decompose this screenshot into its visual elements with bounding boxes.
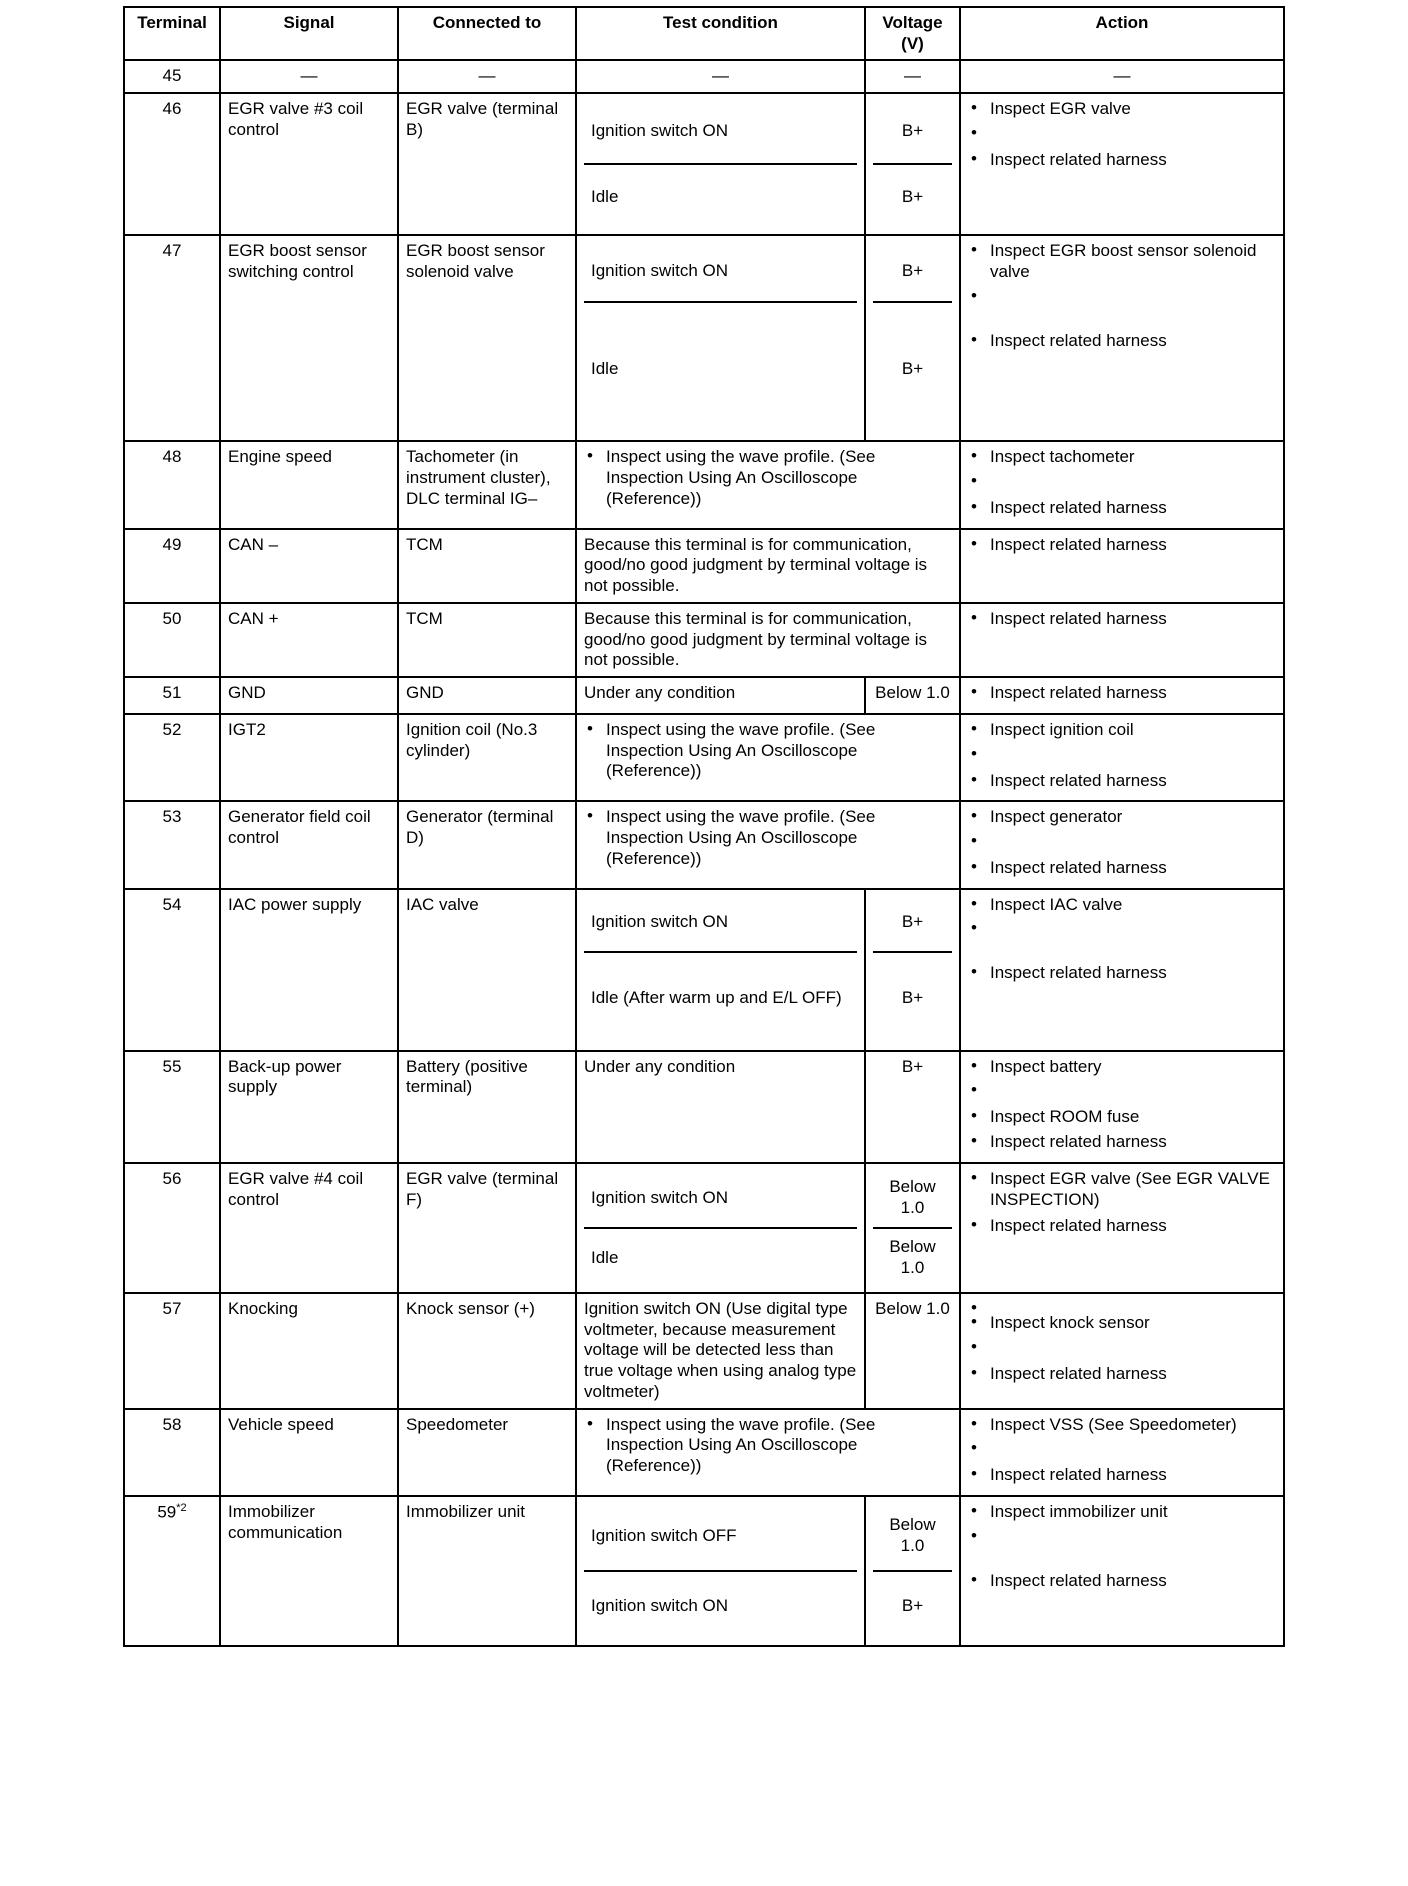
cell-test-condition: Idle — [591, 358, 619, 378]
action-item: • Inspect related harness — [968, 1465, 1276, 1486]
action-item: • Inspect related harness — [968, 1364, 1276, 1385]
cell-action — [960, 93, 1284, 235]
cell-voltage: B+ — [901, 988, 924, 1008]
action-item: • Inspect ROOM fuse — [968, 1107, 1276, 1128]
cell-test-condition: Under any condition — [576, 1051, 865, 1163]
cell-signal: Back-up power supply — [220, 1051, 398, 1163]
cell-test-condition: Idle — [591, 1247, 619, 1267]
action-item: • Inspect battery — [968, 1057, 1276, 1078]
cell-connected-to: TCM — [398, 529, 576, 603]
table-row — [124, 235, 1284, 441]
cell-action — [960, 529, 1284, 603]
action-item: • Inspect ignition coil — [968, 720, 1276, 741]
cell-test-condition — [576, 441, 960, 528]
table-row — [124, 93, 1284, 235]
action-item: • Inspect related harness — [968, 963, 1276, 984]
cell-voltage: Below 1.0 — [873, 1502, 952, 1571]
cell-connected-to: IAC valve — [398, 889, 576, 1051]
cell-terminal: 48 — [124, 441, 220, 528]
cell-voltage: Below 1.0 — [889, 1237, 936, 1277]
cell-connected-to: Generator (terminal D) — [398, 801, 576, 888]
action-item: • Inspect tachometer — [968, 447, 1276, 468]
action-spacer — [968, 745, 1276, 767]
table-header — [124, 7, 1284, 60]
table-row — [124, 603, 1284, 677]
action-spacer — [968, 472, 1276, 494]
action-item: • Inspect IAC valve — [968, 895, 1276, 916]
cell-connected-to: TCM — [398, 603, 576, 677]
action-item: • Inspect related harness — [968, 1571, 1276, 1592]
action-item: • Inspect VSS (See Speedometer) — [968, 1415, 1276, 1436]
test-condition-item: • Inspect using the wave profile. (See Inspection Using An Oscilloscope (Reference)) — [584, 720, 952, 782]
cell-test-condition-group — [576, 1163, 865, 1293]
table-row — [124, 889, 1284, 1051]
cell-connected-to: GND — [398, 677, 576, 714]
cell-signal: EGR boost sensor switching control — [220, 235, 398, 441]
cell-terminal: 56 — [124, 1163, 220, 1293]
cell-connected-to: Battery (positive terminal) — [398, 1051, 576, 1163]
cell-connected-to: Tachometer (in instrument cluster), DLC terminal IG– — [398, 441, 576, 528]
cell-terminal: 45 — [124, 60, 220, 93]
cell-test-condition: Ignition switch ON — [591, 1595, 728, 1615]
action-item: • Inspect related harness — [968, 331, 1276, 352]
action-spacer — [968, 1299, 1276, 1309]
cell-action — [960, 1409, 1284, 1496]
action-item: • Inspect related harness — [968, 1216, 1276, 1237]
cell-voltage-group — [865, 889, 960, 1051]
cell-test-condition: Ignition switch OFF — [584, 1502, 857, 1571]
header-row — [124, 7, 1284, 60]
cell-voltage-group — [865, 1163, 960, 1293]
cell-voltage: Below 1.0 — [865, 677, 960, 714]
cell-test-condition: Ignition switch ON — [584, 241, 857, 302]
cell-action — [960, 235, 1284, 441]
cell-test-condition — [576, 801, 960, 888]
action-spacer — [968, 287, 1276, 327]
action-spacer — [968, 919, 1276, 959]
table-row — [124, 801, 1284, 888]
action-spacer — [968, 124, 1276, 146]
table-row — [124, 677, 1284, 714]
cell-action — [960, 603, 1284, 677]
cell-test-condition: Ignition switch ON — [584, 895, 857, 952]
test-condition-item: • Inspect using the wave profile. (See Inspection Using An Oscilloscope (Reference)) — [584, 807, 952, 869]
cell-voltage: B+ — [873, 99, 952, 164]
cell-test-condition: Idle (After warm up and E/L OFF) — [591, 988, 842, 1008]
cell-voltage: B+ — [873, 241, 952, 302]
cell-signal: Engine speed — [220, 441, 398, 528]
cell-terminal: 46 — [124, 93, 220, 235]
cell-voltage: Below 1.0 — [873, 1169, 952, 1228]
cell-voltage: B+ — [901, 186, 924, 206]
cell-signal: IGT2 — [220, 714, 398, 801]
cell-signal: Generator field coil control — [220, 801, 398, 888]
table-row — [124, 441, 1284, 528]
cell-terminal: 55 — [124, 1051, 220, 1163]
cell-signal: EGR valve #4 coil control — [220, 1163, 398, 1293]
action-item: • Inspect knock sensor — [968, 1313, 1276, 1334]
cell-voltage-group — [865, 235, 960, 441]
cell-signal: EGR valve #3 coil control — [220, 93, 398, 235]
terminal-voltage-table — [123, 6, 1285, 1647]
cell-voltage: B+ — [901, 358, 924, 378]
action-item: • Inspect related harness — [968, 858, 1276, 879]
cell-test-condition: Ignition switch ON — [584, 1169, 857, 1228]
cell-test-condition: Ignition switch ON — [584, 99, 857, 164]
terminal-number: 59 — [157, 1502, 177, 1522]
action-spacer — [968, 1081, 1276, 1103]
cell-voltage: B+ — [901, 1595, 924, 1615]
cell-signal: CAN + — [220, 603, 398, 677]
header-voltage — [865, 7, 960, 60]
table-row — [124, 1051, 1284, 1163]
cell-voltage: Below 1.0 — [865, 1293, 960, 1409]
action-item: • Inspect related harness — [968, 535, 1276, 556]
cell-action — [960, 677, 1284, 714]
test-condition-item: • Inspect using the wave profile. (See Inspection Using An Oscilloscope (Reference)) — [584, 1415, 952, 1477]
cell-test-condition: Because this terminal is for communication, good/no good judgment by terminal voltage is not possible. — [576, 529, 960, 603]
action-item: • Inspect related harness — [968, 1132, 1276, 1153]
cell-action — [960, 1496, 1284, 1646]
cell-voltage: — — [865, 60, 960, 93]
cell-terminal: 52 — [124, 714, 220, 801]
cell-test-condition-group — [576, 93, 865, 235]
cell-test-condition-group — [576, 889, 865, 1051]
table-row — [124, 1163, 1284, 1293]
table-row — [124, 1496, 1284, 1646]
action-item: • Inspect related harness — [968, 771, 1276, 792]
cell-voltage-group — [865, 1496, 960, 1646]
cell-test-condition: Under any condition — [576, 677, 865, 714]
cell-signal: Knocking — [220, 1293, 398, 1409]
action-item: • Inspect generator — [968, 807, 1276, 828]
cell-test-condition: — — [576, 60, 865, 93]
cell-signal: CAN – — [220, 529, 398, 603]
cell-test-condition-group — [576, 235, 865, 441]
action-spacer — [968, 1527, 1276, 1567]
cell-terminal: 53 — [124, 801, 220, 888]
cell-terminal: 49 — [124, 529, 220, 603]
cell-connected-to: EGR valve (terminal B) — [398, 93, 576, 235]
action-item: • Inspect immobilizer unit — [968, 1502, 1276, 1523]
cell-test-condition — [576, 714, 960, 801]
cell-terminal: 54 — [124, 889, 220, 1051]
action-item: • Inspect related harness — [968, 683, 1276, 704]
header-voltage-units: (V) — [901, 33, 924, 53]
cell-voltage: B+ — [873, 895, 952, 952]
table-row — [124, 60, 1284, 93]
header-test-condition: Test condition — [576, 7, 865, 60]
table-row — [124, 1293, 1284, 1409]
action-spacer — [968, 1439, 1276, 1461]
header-signal: Signal — [220, 7, 398, 60]
header-terminal: Terminal — [124, 7, 220, 60]
cell-terminal: 47 — [124, 235, 220, 441]
cell-signal: Immobilizer communication — [220, 1496, 398, 1646]
header-connected-to: Connected to — [398, 7, 576, 60]
cell-connected-to: EGR valve (terminal F) — [398, 1163, 576, 1293]
cell-connected-to: Speedometer — [398, 1409, 576, 1496]
cell-test-condition — [576, 1409, 960, 1496]
cell-connected-to: Ignition coil (No.3 cylinder) — [398, 714, 576, 801]
cell-action — [960, 1163, 1284, 1293]
action-item: • Inspect EGR boost sensor solenoid valve — [968, 241, 1276, 282]
cell-action: — — [960, 60, 1284, 93]
cell-terminal: 51 — [124, 677, 220, 714]
action-item: • Inspect related harness — [968, 498, 1276, 519]
cell-signal: Vehicle speed — [220, 1409, 398, 1496]
cell-voltage-group — [865, 93, 960, 235]
cell-terminal: 57 — [124, 1293, 220, 1409]
cell-test-condition: Because this terminal is for communication, good/no good judgment by terminal voltage is not possible. — [576, 603, 960, 677]
cell-action — [960, 441, 1284, 528]
cell-terminal: 58 — [124, 1409, 220, 1496]
cell-action — [960, 889, 1284, 1051]
action-item: • Inspect EGR valve (See EGR VALVE INSPECTION) — [968, 1169, 1276, 1210]
test-condition-item: • Inspect using the wave profile. (See Inspection Using An Oscilloscope (Reference)) — [584, 447, 952, 509]
cell-connected-to: Knock sensor (+) — [398, 1293, 576, 1409]
action-item: • Inspect EGR valve — [968, 99, 1276, 120]
cell-terminal: 50 — [124, 603, 220, 677]
cell-action — [960, 1051, 1284, 1163]
header-action: Action — [960, 7, 1284, 60]
cell-connected-to: EGR boost sensor solenoid valve — [398, 235, 576, 441]
cell-terminal — [124, 1496, 220, 1646]
cell-signal: — — [220, 60, 398, 93]
cell-test-condition-group — [576, 1496, 865, 1646]
action-item: • Inspect related harness — [968, 150, 1276, 171]
cell-test-condition: Ignition switch ON (Use digital type voltmeter, because measurement voltage will be detected less than true voltage when using analog type voltmeter) — [576, 1293, 865, 1409]
action-spacer — [968, 832, 1276, 854]
table-row — [124, 529, 1284, 603]
table-row — [124, 714, 1284, 801]
cell-signal: IAC power supply — [220, 889, 398, 1051]
header-voltage-text: Voltage — [882, 13, 943, 32]
cell-action — [960, 714, 1284, 801]
table-row — [124, 1409, 1284, 1496]
cell-action — [960, 801, 1284, 888]
action-item: • Inspect related harness — [968, 609, 1276, 630]
cell-connected-to: Immobilizer unit — [398, 1496, 576, 1646]
action-spacer — [968, 1338, 1276, 1360]
cell-signal: GND — [220, 677, 398, 714]
table-body — [124, 60, 1284, 1646]
terminal-footnote-marker: *2 — [176, 1502, 187, 1515]
cell-action — [960, 1293, 1284, 1409]
cell-voltage: B+ — [865, 1051, 960, 1163]
cell-test-condition: Idle — [591, 186, 619, 206]
cell-connected-to: — — [398, 60, 576, 93]
